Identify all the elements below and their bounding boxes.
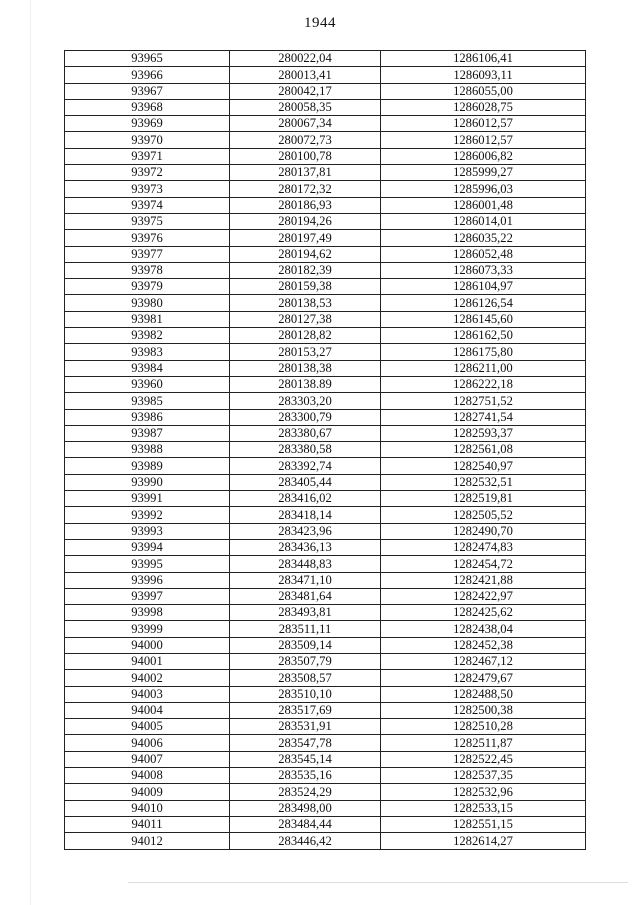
y-coordinate-cell: 1282438,04 bbox=[381, 621, 586, 637]
scan-edge-line bbox=[30, 0, 31, 905]
point-number-cell: 93999 bbox=[65, 621, 230, 637]
table-row bbox=[65, 262, 586, 278]
x-coordinate-cell: 280042,17 bbox=[230, 83, 381, 99]
table-row bbox=[65, 833, 586, 849]
x-coordinate-cell: 280100,78 bbox=[230, 148, 381, 164]
point-number-cell: 93991 bbox=[65, 491, 230, 507]
x-coordinate-cell: 280067,34 bbox=[230, 116, 381, 132]
x-coordinate-cell: 283498,00 bbox=[230, 800, 381, 816]
point-number-cell: 93992 bbox=[65, 507, 230, 523]
table-row bbox=[65, 605, 586, 621]
point-number-cell: 93985 bbox=[65, 393, 230, 409]
point-number-cell: 94000 bbox=[65, 637, 230, 653]
coordinates-table bbox=[64, 50, 586, 850]
table-row bbox=[65, 751, 586, 767]
point-number-cell: 93989 bbox=[65, 458, 230, 474]
y-coordinate-cell: 1282467,12 bbox=[381, 653, 586, 669]
point-number-cell: 94008 bbox=[65, 768, 230, 784]
point-number-cell: 93968 bbox=[65, 99, 230, 115]
point-number-cell: 94003 bbox=[65, 686, 230, 702]
point-number-cell: 94006 bbox=[65, 735, 230, 751]
x-coordinate-cell: 283380,67 bbox=[230, 425, 381, 441]
point-number-cell: 93986 bbox=[65, 409, 230, 425]
coordinates-table-body bbox=[65, 51, 586, 850]
table-row bbox=[65, 279, 586, 295]
table-row bbox=[65, 409, 586, 425]
point-number-cell: 93987 bbox=[65, 425, 230, 441]
table-row bbox=[65, 784, 586, 800]
x-coordinate-cell: 280159,38 bbox=[230, 279, 381, 295]
x-coordinate-cell: 283423,96 bbox=[230, 523, 381, 539]
x-coordinate-cell: 280127,38 bbox=[230, 311, 381, 327]
y-coordinate-cell: 1282751,52 bbox=[381, 393, 586, 409]
y-coordinate-cell: 1286028,75 bbox=[381, 99, 586, 115]
y-coordinate-cell: 1282422,97 bbox=[381, 588, 586, 604]
point-number-cell: 93993 bbox=[65, 523, 230, 539]
table-row bbox=[65, 393, 586, 409]
x-coordinate-cell: 283392,74 bbox=[230, 458, 381, 474]
x-coordinate-cell: 283418,14 bbox=[230, 507, 381, 523]
table-row bbox=[65, 148, 586, 164]
x-coordinate-cell: 280138,38 bbox=[230, 360, 381, 376]
point-number-cell: 93979 bbox=[65, 279, 230, 295]
table-row bbox=[65, 246, 586, 262]
table-row bbox=[65, 213, 586, 229]
point-number-cell: 94007 bbox=[65, 751, 230, 767]
table-row bbox=[65, 474, 586, 490]
x-coordinate-cell: 283484,44 bbox=[230, 816, 381, 832]
table-row bbox=[65, 621, 586, 637]
table-row bbox=[65, 197, 586, 213]
table-row bbox=[65, 507, 586, 523]
table-row bbox=[65, 588, 586, 604]
point-number-cell: 93976 bbox=[65, 230, 230, 246]
point-number-cell: 93975 bbox=[65, 213, 230, 229]
x-coordinate-cell: 280197,49 bbox=[230, 230, 381, 246]
y-coordinate-cell: 1282519,81 bbox=[381, 491, 586, 507]
y-coordinate-cell: 1282540,97 bbox=[381, 458, 586, 474]
table-row bbox=[65, 800, 586, 816]
x-coordinate-cell: 280153,27 bbox=[230, 344, 381, 360]
table-row bbox=[65, 653, 586, 669]
point-number-cell: 94012 bbox=[65, 833, 230, 849]
y-coordinate-cell: 1282532,96 bbox=[381, 784, 586, 800]
x-coordinate-cell: 283510,10 bbox=[230, 686, 381, 702]
y-coordinate-cell: 1282522,45 bbox=[381, 751, 586, 767]
x-coordinate-cell: 283524,29 bbox=[230, 784, 381, 800]
point-number-cell: 93990 bbox=[65, 474, 230, 490]
table-row bbox=[65, 360, 586, 376]
point-number-cell: 94002 bbox=[65, 670, 230, 686]
y-coordinate-cell: 1286073,33 bbox=[381, 262, 586, 278]
x-coordinate-cell: 283535,16 bbox=[230, 768, 381, 784]
y-coordinate-cell: 1282551,15 bbox=[381, 816, 586, 832]
y-coordinate-cell: 1282510,28 bbox=[381, 719, 586, 735]
point-number-cell: 93969 bbox=[65, 116, 230, 132]
y-coordinate-cell: 1282537,35 bbox=[381, 768, 586, 784]
point-number-cell: 93981 bbox=[65, 311, 230, 327]
x-coordinate-cell: 283481,64 bbox=[230, 588, 381, 604]
point-number-cell: 93984 bbox=[65, 360, 230, 376]
x-coordinate-cell: 280128,82 bbox=[230, 328, 381, 344]
point-number-cell: 93995 bbox=[65, 556, 230, 572]
table-row bbox=[65, 311, 586, 327]
x-coordinate-cell: 280137,81 bbox=[230, 165, 381, 181]
point-number-cell: 93983 bbox=[65, 344, 230, 360]
table-row bbox=[65, 116, 586, 132]
x-coordinate-cell: 280194,26 bbox=[230, 213, 381, 229]
coordinates-table-container bbox=[64, 50, 584, 850]
point-number-cell: 93972 bbox=[65, 165, 230, 181]
table-row bbox=[65, 67, 586, 83]
table-row bbox=[65, 491, 586, 507]
point-number-cell: 93978 bbox=[65, 262, 230, 278]
x-coordinate-cell: 283300,79 bbox=[230, 409, 381, 425]
table-row bbox=[65, 637, 586, 653]
table-row bbox=[65, 376, 586, 392]
table-row bbox=[65, 230, 586, 246]
x-coordinate-cell: 280172,32 bbox=[230, 181, 381, 197]
point-number-cell: 93994 bbox=[65, 539, 230, 555]
y-coordinate-cell: 1282490,70 bbox=[381, 523, 586, 539]
y-coordinate-cell: 1282425,62 bbox=[381, 605, 586, 621]
x-coordinate-cell: 283493,81 bbox=[230, 605, 381, 621]
page-number: 1944 bbox=[304, 15, 336, 31]
x-coordinate-cell: 283303,20 bbox=[230, 393, 381, 409]
point-number-cell: 93997 bbox=[65, 588, 230, 604]
table-row bbox=[65, 768, 586, 784]
y-coordinate-cell: 1286014,01 bbox=[381, 213, 586, 229]
y-coordinate-cell: 1282505,52 bbox=[381, 507, 586, 523]
point-number-cell: 94005 bbox=[65, 719, 230, 735]
point-number-cell: 94010 bbox=[65, 800, 230, 816]
point-number-cell: 94009 bbox=[65, 784, 230, 800]
table-row bbox=[65, 295, 586, 311]
y-coordinate-cell: 1282532,51 bbox=[381, 474, 586, 490]
y-coordinate-cell: 1286006,82 bbox=[381, 148, 586, 164]
point-number-cell: 93977 bbox=[65, 246, 230, 262]
table-row bbox=[65, 83, 586, 99]
x-coordinate-cell: 280013,41 bbox=[230, 67, 381, 83]
x-coordinate-cell: 283436,13 bbox=[230, 539, 381, 555]
table-row bbox=[65, 523, 586, 539]
point-number-cell: 93973 bbox=[65, 181, 230, 197]
y-coordinate-cell: 1286126,54 bbox=[381, 295, 586, 311]
point-number-cell: 93971 bbox=[65, 148, 230, 164]
y-coordinate-cell: 1282533,15 bbox=[381, 800, 586, 816]
table-row bbox=[65, 165, 586, 181]
x-coordinate-cell: 280022,04 bbox=[230, 51, 381, 67]
y-coordinate-cell: 1282561,08 bbox=[381, 442, 586, 458]
table-row bbox=[65, 458, 586, 474]
table-row bbox=[65, 132, 586, 148]
point-number-cell: 93988 bbox=[65, 442, 230, 458]
x-coordinate-cell: 283508,57 bbox=[230, 670, 381, 686]
y-coordinate-cell: 1286162,50 bbox=[381, 328, 586, 344]
x-coordinate-cell: 283511,11 bbox=[230, 621, 381, 637]
point-number-cell: 93960 bbox=[65, 376, 230, 392]
y-coordinate-cell: 1286001,48 bbox=[381, 197, 586, 213]
y-coordinate-cell: 1286012,57 bbox=[381, 132, 586, 148]
x-coordinate-cell: 280138,53 bbox=[230, 295, 381, 311]
point-number-cell: 93966 bbox=[65, 67, 230, 83]
y-coordinate-cell: 1286106,41 bbox=[381, 51, 586, 67]
table-row bbox=[65, 344, 586, 360]
y-coordinate-cell: 1282614,27 bbox=[381, 833, 586, 849]
point-number-cell: 94004 bbox=[65, 702, 230, 718]
x-coordinate-cell: 283448,83 bbox=[230, 556, 381, 572]
y-coordinate-cell: 1282500,38 bbox=[381, 702, 586, 718]
point-number-cell: 93974 bbox=[65, 197, 230, 213]
y-coordinate-cell: 1285999,27 bbox=[381, 165, 586, 181]
table-row bbox=[65, 702, 586, 718]
table-row bbox=[65, 719, 586, 735]
x-coordinate-cell: 283380,58 bbox=[230, 442, 381, 458]
y-coordinate-cell: 1282421,88 bbox=[381, 572, 586, 588]
x-coordinate-cell: 283509,14 bbox=[230, 637, 381, 653]
point-number-cell: 93970 bbox=[65, 132, 230, 148]
y-coordinate-cell: 1282454,72 bbox=[381, 556, 586, 572]
x-coordinate-cell: 280194,62 bbox=[230, 246, 381, 262]
table-row bbox=[65, 51, 586, 67]
y-coordinate-cell: 1282741,54 bbox=[381, 409, 586, 425]
table-row bbox=[65, 816, 586, 832]
y-coordinate-cell: 1282452,38 bbox=[381, 637, 586, 653]
x-coordinate-cell: 283416,02 bbox=[230, 491, 381, 507]
y-coordinate-cell: 1286035,22 bbox=[381, 230, 586, 246]
point-number-cell: 93998 bbox=[65, 605, 230, 621]
y-coordinate-cell: 1286055,00 bbox=[381, 83, 586, 99]
point-number-cell: 93996 bbox=[65, 572, 230, 588]
y-coordinate-cell: 1286104,97 bbox=[381, 279, 586, 295]
x-coordinate-cell: 280182,39 bbox=[230, 262, 381, 278]
point-number-cell: 93967 bbox=[65, 83, 230, 99]
y-coordinate-cell: 1286052,48 bbox=[381, 246, 586, 262]
x-coordinate-cell: 283531,91 bbox=[230, 719, 381, 735]
point-number-cell: 93980 bbox=[65, 295, 230, 311]
x-coordinate-cell: 280058,35 bbox=[230, 99, 381, 115]
y-coordinate-cell: 1282511,87 bbox=[381, 735, 586, 751]
x-coordinate-cell: 283517,69 bbox=[230, 702, 381, 718]
x-coordinate-cell: 283405,44 bbox=[230, 474, 381, 490]
point-number-cell: 93965 bbox=[65, 51, 230, 67]
y-coordinate-cell: 1286175,80 bbox=[381, 344, 586, 360]
table-row bbox=[65, 539, 586, 555]
table-row bbox=[65, 572, 586, 588]
y-coordinate-cell: 1282474,83 bbox=[381, 539, 586, 555]
table-row bbox=[65, 425, 586, 441]
table-row bbox=[65, 328, 586, 344]
x-coordinate-cell: 283471,10 bbox=[230, 572, 381, 588]
x-coordinate-cell: 280138.89 bbox=[230, 376, 381, 392]
y-coordinate-cell: 1286222,18 bbox=[381, 376, 586, 392]
x-coordinate-cell: 283446,42 bbox=[230, 833, 381, 849]
table-row bbox=[65, 735, 586, 751]
table-row bbox=[65, 670, 586, 686]
y-coordinate-cell: 1285996,03 bbox=[381, 181, 586, 197]
point-number-cell: 94011 bbox=[65, 816, 230, 832]
table-row bbox=[65, 442, 586, 458]
point-number-cell: 94001 bbox=[65, 653, 230, 669]
scan-bottom-line bbox=[128, 882, 628, 883]
x-coordinate-cell: 280186,93 bbox=[230, 197, 381, 213]
x-coordinate-cell: 280072,73 bbox=[230, 132, 381, 148]
x-coordinate-cell: 283507,79 bbox=[230, 653, 381, 669]
y-coordinate-cell: 1286145,60 bbox=[381, 311, 586, 327]
y-coordinate-cell: 1286012,57 bbox=[381, 116, 586, 132]
table-row bbox=[65, 686, 586, 702]
x-coordinate-cell: 283545,14 bbox=[230, 751, 381, 767]
y-coordinate-cell: 1286093,11 bbox=[381, 67, 586, 83]
y-coordinate-cell: 1282593,37 bbox=[381, 425, 586, 441]
y-coordinate-cell: 1286211,00 bbox=[381, 360, 586, 376]
table-row bbox=[65, 556, 586, 572]
x-coordinate-cell: 283547,78 bbox=[230, 735, 381, 751]
table-row bbox=[65, 99, 586, 115]
y-coordinate-cell: 1282488,50 bbox=[381, 686, 586, 702]
table-row bbox=[65, 181, 586, 197]
point-number-cell: 93982 bbox=[65, 328, 230, 344]
y-coordinate-cell: 1282479,67 bbox=[381, 670, 586, 686]
